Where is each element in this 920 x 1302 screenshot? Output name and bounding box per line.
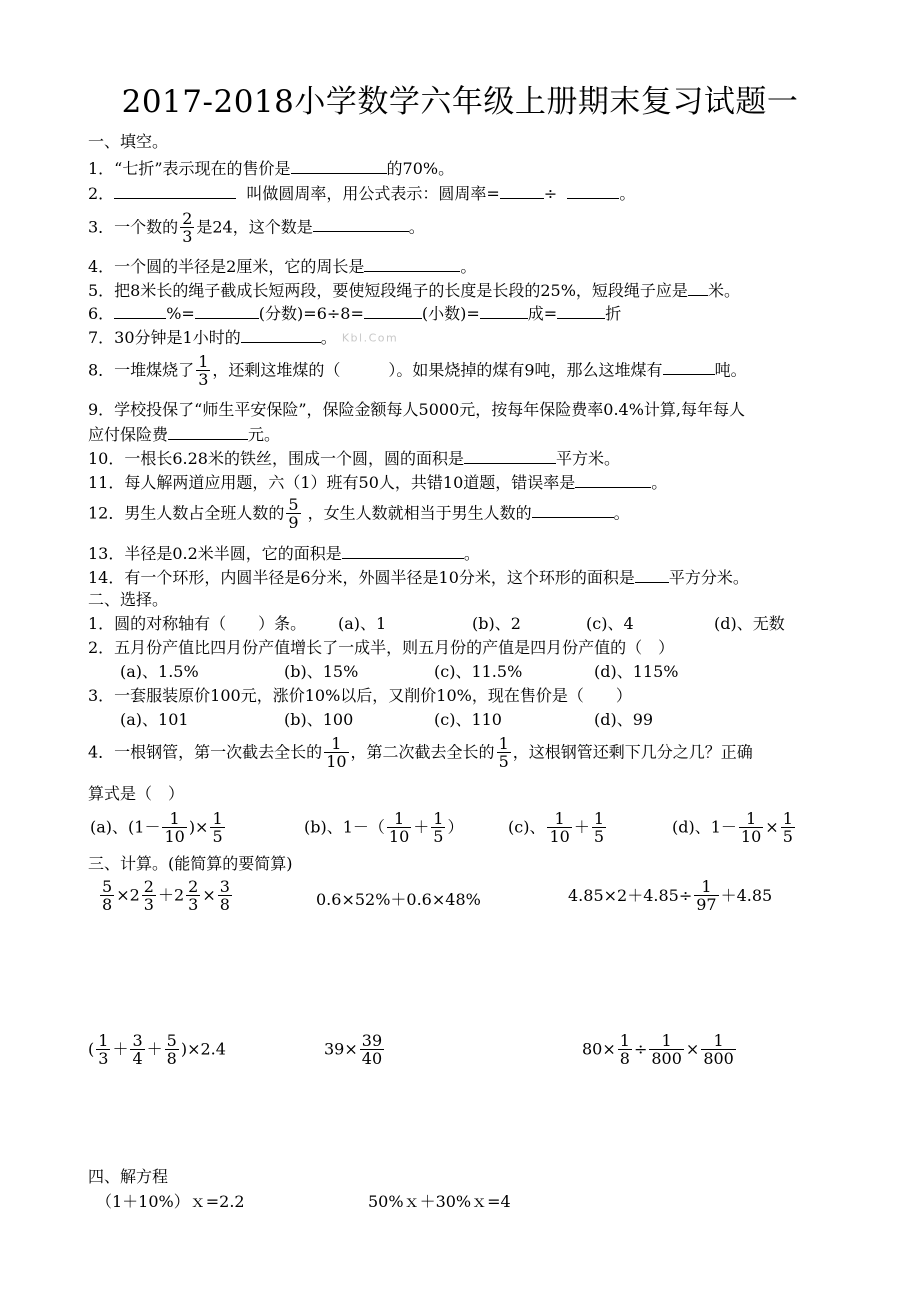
fill-q2: 2． 叫做圆周率，用公式表示：圆周率= ÷ 。 [88, 184, 636, 203]
equation-row [88, 1192, 828, 1212]
choice-q4: 4．一根钢管，第一次截去全长的 $\frac{1}{10}$ ，第二次截去全长的 $\frac{1}{5}$ ，这根钢管还剩下几分之几？正确 [88, 734, 753, 772]
fill-q1: 1．“七折”表示现在的售价是 的70%。 [88, 159, 455, 178]
option-a: (a)、(1－ $\frac{1}{10}$ )× $\frac{1}{5}$ [90, 809, 223, 847]
answer-blank [567, 183, 619, 199]
answer-blank [168, 424, 248, 440]
fill-q8: 8．一堆煤烧了 $\frac{1}{3}$ ，还剩这堆煤的（ ）。如果烧掉的煤有9吨，那么这堆煤有 吨。 [88, 352, 747, 390]
choice-q4-cont: 算式是（ ） [88, 784, 185, 803]
fill-q13: 13．半径是0.2米半圆，它的面积是 。 [88, 544, 480, 563]
fraction: $\frac{1}{8}$ [619, 1031, 630, 1069]
fill-q5: 5．把8米长的绳子截成长短两段，要使短段绳子的长度是长段的25%，短段绳子应是 米。 [88, 281, 740, 300]
choice-q3-options: (a)、101 (b)、100 (c)、110 (d)、99 [120, 710, 654, 729]
option-c: (c)、 $\frac{1}{10}$ ＋ $\frac{1}{5}$ [508, 809, 605, 847]
fraction: $\frac{1}{10}$ [740, 809, 762, 847]
answer-blank [575, 472, 651, 488]
section-calc-heading: 三、计算。(能简算的要简算) [88, 854, 293, 873]
fraction: $\frac{1}{3}$ [98, 1031, 109, 1069]
fraction: $\frac{5}{8}$ [102, 877, 113, 915]
fraction: $\frac{2}{3}$ [188, 877, 199, 915]
choice-q1: 1．圆的对称轴有（ ）条。 (a)、1 (b)、2 (c)、4 (d)、无数 [88, 614, 785, 633]
answer-blank [114, 303, 166, 319]
section-fill-heading: 一、填空。 [88, 132, 169, 151]
answer-blank [364, 256, 460, 272]
fraction: $\frac{5}{8}$ [166, 1031, 177, 1069]
fraction: $\frac{1}{10}$ [388, 809, 410, 847]
calc-expr-5: 39× $\frac{39}{40}$ [324, 1031, 383, 1069]
fraction: $\frac{1}{3}$ [198, 352, 209, 390]
fraction: $\frac{5}{9}$ [288, 495, 299, 533]
answer-blank [532, 502, 614, 518]
calc-expr-3: 4.85×2＋4.85÷ $\frac{1}{97}$ ＋4.85 [568, 877, 773, 915]
answer-blank [364, 303, 422, 319]
calc-row-2 [88, 1032, 828, 1076]
answer-blank [688, 280, 708, 296]
answer-blank [557, 303, 605, 319]
answer-blank [480, 303, 528, 319]
fraction: $\frac{1}{10}$ [326, 734, 347, 772]
fill-q9: 9．学校投保了“师生平安保险”，保险金额每人5000元，按每年保险费率0.4%计算,每年每人 [88, 400, 745, 419]
fill-q11: 11．每人解两道应用题，六（1）班有50人，共错10道题，错误率是 。 [88, 473, 668, 492]
fraction: $\frac{1}{800}$ [651, 1031, 682, 1069]
fraction: $\frac{1}{5}$ [782, 809, 793, 847]
fraction: $\frac{1}{10}$ [164, 809, 185, 847]
fraction: $\frac{1}{97}$ [696, 877, 717, 915]
fraction: $\frac{3}{8}$ [219, 877, 230, 915]
fraction: $\frac{1}{5}$ [593, 809, 605, 847]
fraction: $\frac{1}{5}$ [433, 809, 444, 847]
equation-1: （1＋10%）ｘ=2.2 [96, 1192, 245, 1211]
answer-blank [342, 543, 464, 559]
choice-q4-options [88, 810, 828, 854]
section-equation-heading: 四、解方程 [88, 1167, 169, 1186]
fill-q7: 7．30分钟是1小时的 。 Kbl.Com [88, 328, 399, 347]
fraction: $\frac{1}{5}$ [498, 734, 509, 772]
answer-blank [635, 567, 669, 583]
fraction: $\frac{1}{800}$ [703, 1031, 734, 1069]
choice-q2-options: (a)、1.5% (b)、15% (c)、11.5% (d)、115% [120, 662, 679, 681]
equation-2: 50%ｘ＋30%ｘ=4 [368, 1192, 511, 1211]
answer-blank [291, 158, 387, 174]
fraction: $\frac{3}{4}$ [132, 1031, 143, 1069]
fill-q6: 6． %= (分数)=6÷8= (小数)= 成= 折 [88, 304, 622, 323]
page-title: 2017-2018小学数学六年级上册期末复习试题一 [121, 84, 799, 120]
fraction: $\frac{1}{5}$ [212, 809, 223, 847]
fill-q4: 4．一个圆的半径是2厘米，它的周长是 。 [88, 257, 477, 276]
option-b: (b)、1－（ $\frac{1}{10}$ ＋ $\frac{1}{5}$ ） [304, 809, 464, 847]
calc-expr-2: 0.6×52%＋0.6×48% [316, 890, 481, 909]
fill-q12: 12．男生人数占全班人数的 $\frac{5}{9}$ ，女生人数就相当于男生人数的 。 [88, 495, 630, 533]
fill-q14: 14．有一个环形，内圆半径是6分米，外圆半径是10分米，这个环形的面积是 平方分米。 [88, 568, 749, 587]
answer-blank [241, 327, 321, 343]
fraction: $\frac{2}{3}$ [182, 209, 193, 247]
calc-row-1 [88, 878, 828, 922]
calc-expr-4: ( $\frac{1}{3}$ ＋ $\frac{3}{4}$ ＋ $\frac{5}{8}$ )×2.4 [88, 1031, 226, 1069]
calc-expr-6: 80× $\frac{1}{8}$ ÷ $\frac{1}{800}$ × $\frac{1}{800}$ [582, 1031, 734, 1069]
fill-q9-cont: 应付保险费 元。 [88, 425, 281, 444]
option-d: (d)、1－ $\frac{1}{10}$ × $\frac{1}{5}$ [672, 809, 793, 847]
section-choice-heading: 二、选择。 [88, 590, 169, 609]
fraction: $\frac{2}{3}$ [143, 877, 154, 915]
answer-blank [464, 448, 556, 464]
watermark: Kbl.Com [341, 331, 399, 345]
answer-blank [663, 359, 715, 375]
choice-q3: 3．一套服装原价100元，涨价10%以后，又削价10%，现在售价是（ ） [88, 686, 632, 705]
answer-blank [114, 183, 236, 199]
fraction: $\frac{39}{40}$ [361, 1031, 383, 1069]
choice-q2: 2．五月份产值比四月份产值增长了一成半，则五月份的产值是四月份产值的（ ） [88, 638, 675, 657]
answer-blank [195, 303, 259, 319]
fill-q3: 3．一个数的 $\frac{2}{3}$ 是24，这个数是 。 [88, 209, 425, 247]
fill-q10: 10．一根长6.28米的铁丝，围成一个圆，圆的面积是 平方米。 [88, 449, 621, 468]
answer-blank [313, 216, 409, 232]
calc-expr-1: $\frac{5}{8}$ ×2 $\frac{2}{3}$ ＋2 $\frac{2}{3}$ × $\frac{3}{8}$ [102, 877, 230, 915]
answer-blank [500, 183, 544, 199]
fraction: $\frac{1}{10}$ [549, 809, 570, 847]
